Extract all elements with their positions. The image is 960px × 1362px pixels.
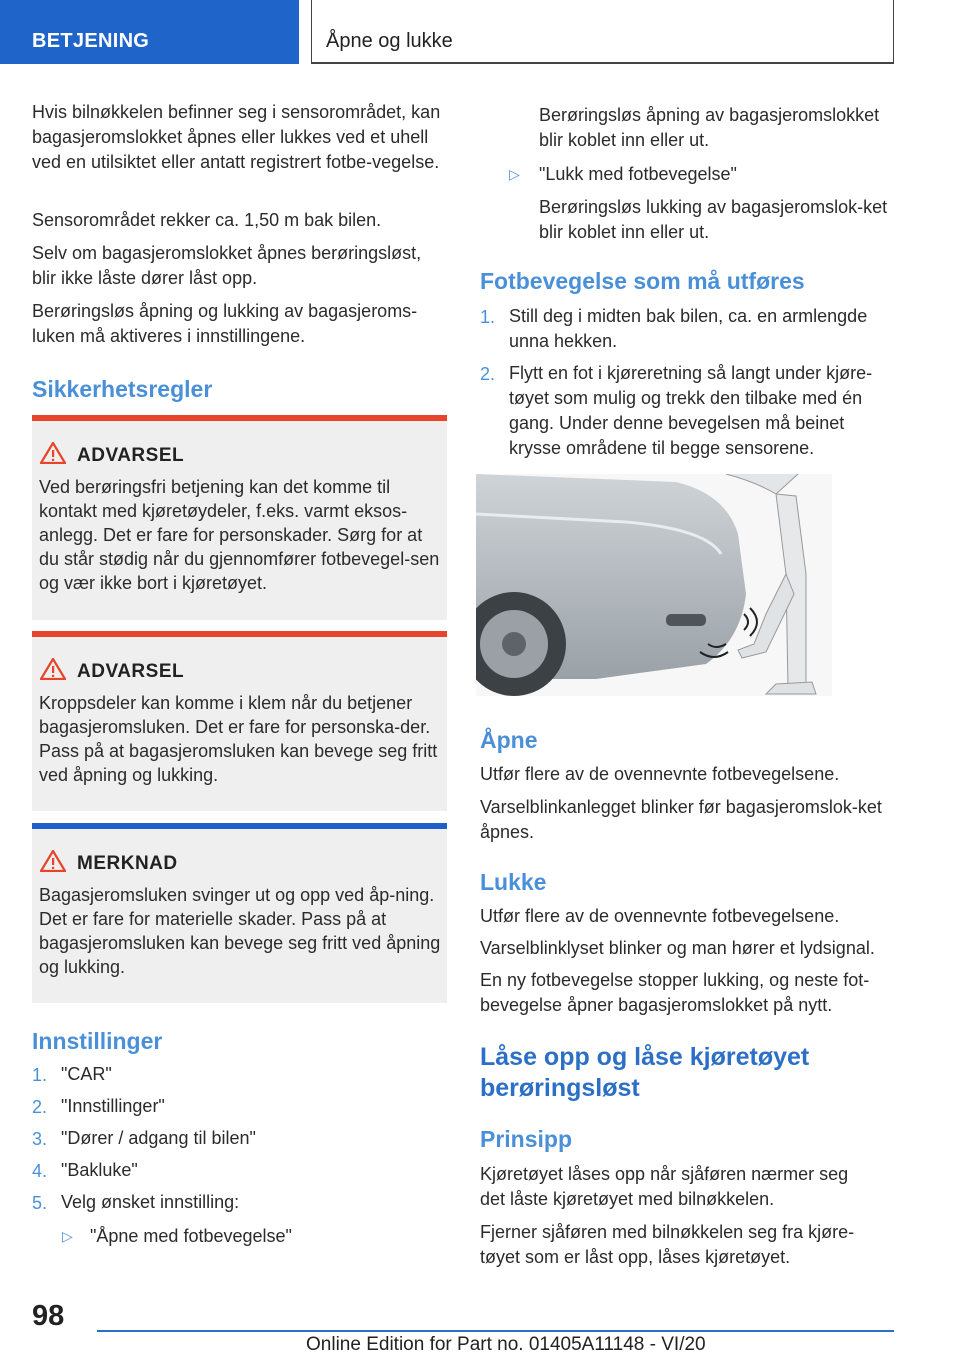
option-arrow-icon: ▷ xyxy=(509,166,520,182)
step-text: Velg ønsket innstilling: xyxy=(61,1192,240,1212)
warning-title: ADVARSEL xyxy=(77,661,185,682)
close-paragraph-2: Varselblinklyset blinker og man hører et lydsignal. xyxy=(480,938,875,958)
step-number: 5. xyxy=(32,1193,48,1213)
warning-text: Kroppsdeler kan komme i klem når du betjener bagasjeromsluken. Det er fare for personska-der. Pass på at bagasjeromsluken kan bevege seg fritt ved åpning og lukking. xyxy=(39,693,438,785)
step-text: "Bakluke" xyxy=(61,1160,138,1180)
step-text: "Dører / adgang til bilen" xyxy=(61,1128,256,1148)
principle-paragraph-1: Kjøretøyet låses opp når sjåføren nærmer seg det låste kjøretøyet med bilnøkkelen. xyxy=(480,1164,849,1209)
option-arrow-icon: ▷ xyxy=(62,1228,73,1244)
footer-edition: Online Edition for Part no. 01405A11148 - VI/20 xyxy=(306,1334,706,1355)
option-text: "Åpne med fotbevegelse" xyxy=(90,1226,292,1246)
intro-paragraph-4: Berøringsløs åpning og lukking av bagasjeroms-luken må aktiveres i innstillingene. xyxy=(32,301,418,346)
open-paragraph-1: Utfør flere av de ovennevnte fotbevegelsene. xyxy=(480,764,840,784)
warning-triangle-icon xyxy=(40,850,66,872)
step-text: "Innstillinger" xyxy=(61,1096,165,1116)
step-number: 1. xyxy=(32,1065,48,1085)
lock-heading: Låse opp og låse kjøretøyet berøringsløst xyxy=(480,1043,810,1102)
close-paragraph-1: Utfør flere av de ovennevnte fotbevegelsene. xyxy=(480,906,840,926)
intro-paragraph-1: Hvis bilnøkkelen befinner seg i sensorområdet, kan bagasjeromslokket åpnes eller lukkes ved et uhell ved en utilsiktet eller antatt registrert fotbe-vegelse. xyxy=(32,102,441,172)
step-text: Still deg i midten bak bilen, ca. en armlengde unna hekken. xyxy=(509,306,868,351)
close-paragraph-3: En ny fotbevegelse stopper lukking, og neste fot-bevegelse åpner bagasjeromslokket på nytt. xyxy=(480,970,870,1015)
safety-heading: Sikkerhetsregler xyxy=(32,376,213,402)
page-title-box xyxy=(311,0,894,64)
step-text: "CAR" xyxy=(61,1064,112,1084)
intro-paragraph-2: Sensorområdet rekker ca. 1,50 m bak bilen. xyxy=(32,210,382,230)
step-text: Flytt en fot i kjøreretning så langt under kjøre-tøyet som mulig og trekk den tilbake med én gang. Under denne bevegelsen må beinet krysse områdene til begge sensorene. xyxy=(509,363,873,458)
option-text: "Lukk med fotbevegelse" xyxy=(539,164,737,184)
foot-movement-heading: Fotbevegelse som må utføres xyxy=(480,268,805,294)
warning-triangle-icon xyxy=(40,442,66,464)
warning-triangle-icon xyxy=(40,658,66,680)
footer-divider xyxy=(97,1330,894,1332)
step-number: 3. xyxy=(32,1129,48,1149)
step-number: 2. xyxy=(32,1097,48,1117)
warning-box-2 xyxy=(32,631,447,811)
warning-bar xyxy=(32,631,447,637)
kick-sensor-illustration xyxy=(476,474,832,696)
note-title: MERKNAD xyxy=(77,853,178,874)
page-title: Åpne og lukke xyxy=(326,30,453,52)
open-heading: Åpne xyxy=(480,727,538,753)
warning-box-1 xyxy=(32,415,447,620)
warning-text: Ved berøringsfri betjening kan det komme til kontakt med kjøretøydeler, f.eks. varmt eksos-anlegg. Det er fare for personskader. Sørg for at du står stødig når du gjennomfører fotbevegel-sen og vær ikke bort i kjøretøyet. xyxy=(39,477,440,593)
warning-bar xyxy=(32,415,447,421)
page-number: 98 xyxy=(32,1300,65,1332)
section-label: BETJENING xyxy=(32,30,150,52)
option-description-1: Berøringsløs åpning av bagasjeromslokket blir koblet inn eller ut. xyxy=(539,105,880,150)
settings-heading: Innstillinger xyxy=(32,1028,163,1054)
intro-paragraph-3: Selv om bagasjeromslokket åpnes berøringsløst, blir ikke låste dører låst opp. xyxy=(32,243,422,288)
note-box xyxy=(32,823,447,1003)
principle-paragraph-2: Fjerner sjåføren med bilnøkkelen seg fra kjøre-tøyet som er låst opp, låses kjøretøyet. xyxy=(480,1222,855,1267)
warning-title: ADVARSEL xyxy=(77,445,185,466)
note-bar xyxy=(32,823,447,829)
close-heading: Lukke xyxy=(480,869,547,895)
open-paragraph-2: Varselblinkanlegget blinker før bagasjeromslok-ket åpnes. xyxy=(480,797,882,842)
step-number: 4. xyxy=(32,1161,48,1181)
note-text: Bagasjeromsluken svinger ut og opp ved åp-ning. Det er fare for materielle skader. Pass på at bagasjeromsluken kan bevege seg fritt ved åpning og lukking. xyxy=(39,885,441,977)
section-tab xyxy=(0,0,299,64)
step-number: 1. xyxy=(480,307,496,327)
step-number: 2. xyxy=(480,364,496,384)
principle-heading: Prinsipp xyxy=(480,1126,573,1152)
option-description-2: Berøringsløs lukking av bagasjeromslok-ket blir koblet inn eller ut. xyxy=(539,197,888,242)
